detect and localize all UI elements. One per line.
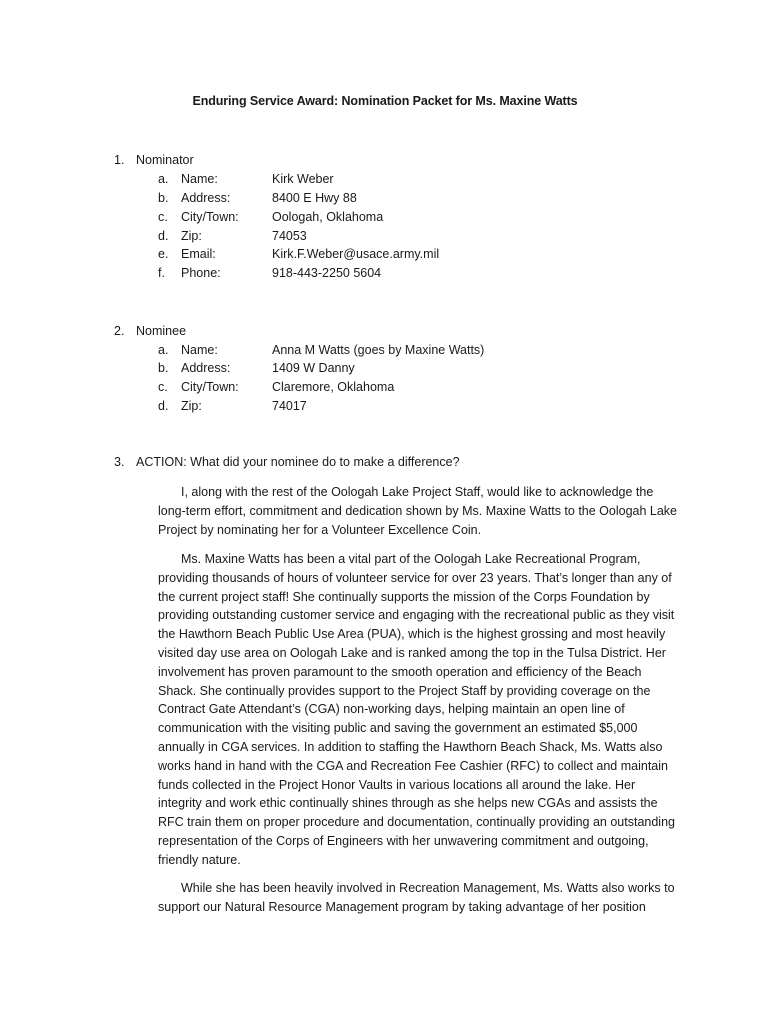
field-letter: c. <box>158 210 168 224</box>
field-value: 8400 E Hwy 88 <box>272 191 357 205</box>
field-value: 918-443-2250 5604 <box>272 266 382 280</box>
field-label: Email: <box>181 247 216 261</box>
field-value: Oologah, Oklahoma <box>272 210 384 224</box>
action-paragraph-2: Ms. Maxine Watts has been a vital part of the Oologah Lake Recreational Program, providing thousands of hours of volunteer service for over 23 years. That’s longer than any of the current project staff! She continually supports the mission of the Corps Foundation by providing outstanding customer service and engaging with the recreational public as they visit the Hawthorn Beach Public Use Area (PUA), which is the highest grossing and most heavily visited day use area on Oologah Lake and is ranked among the top in the Tulsa District. Her involvement has proven paramount to the smooth operation and efficiency of the Beach Shack. She continually provides support to the Project Staff by providing coverage on the Contract Gate Attendant’s (CGA) non-working days, helping maintain an open line of communication with the visiting public and saving the government an estimated $5,000 annually in CGA services. In addition to staffing the Hawthorn Beach Shack, Ms. Watts also works hand in hand with the CGA and Recreation Fee Cashier (RFC) to collect and maintain funds collected in the Project Honor Vaults in various locations all around the lake. Her integrity and work ethic continually shines through as she helps new CGAs and assists the RFC train them on proper procedure and documentation, continually providing an outstanding representation of the Corps of Engineers with her unwavering commitment and outgoing, friendly nature. <box>158 552 675 867</box>
field-label: Zip: <box>181 229 202 243</box>
section-heading: Nominator <box>136 153 194 167</box>
field-label: Address: <box>181 361 231 375</box>
field-label: Address: <box>181 191 231 205</box>
field-value: Kirk Weber <box>272 172 334 186</box>
action-paragraph-3: While she has been heavily involved in Recreation Management, Ms. Watts also works to support our Natural Resource Management program by taking advantage of her position <box>158 881 675 914</box>
field-label: Zip: <box>181 399 202 413</box>
document-title: Enduring Service Award: Nomination Packet for Ms. Maxine Watts <box>192 94 578 108</box>
section-number: 1. <box>114 153 125 167</box>
field-label: Phone: <box>181 266 221 280</box>
field-letter: f. <box>158 266 165 280</box>
section-number: 2. <box>114 324 125 338</box>
field-label: Name: <box>181 343 218 357</box>
field-letter: a. <box>158 172 169 186</box>
field-label: City/Town: <box>181 210 239 224</box>
section-number: 3. <box>114 455 125 469</box>
field-value: 1409 W Danny <box>272 361 355 375</box>
field-letter: a. <box>158 343 169 357</box>
field-letter: d. <box>158 399 169 413</box>
field-value: Kirk.F.Weber@usace.army.mil <box>272 247 440 261</box>
field-label: Name: <box>181 172 218 186</box>
action-paragraph-1: I, along with the rest of the Oologah Lake Project Staff, would like to acknowledge the long-term effort, commitment and dedication shown by Ms. Maxine Watts to the Oologah Lake Project by nominating her for a Volunteer Excellence Coin. <box>158 485 678 537</box>
field-value: Claremore, Oklahoma <box>272 380 395 394</box>
field-value: Anna M Watts (goes by Maxine Watts) <box>272 343 485 357</box>
field-value: 74053 <box>272 229 307 243</box>
field-letter: c. <box>158 380 168 394</box>
section-heading: ACTION: What did your nominee do to make a difference? <box>136 455 460 469</box>
field-letter: d. <box>158 229 169 243</box>
field-letter: b. <box>158 361 169 375</box>
field-letter: e. <box>158 247 169 261</box>
field-letter: b. <box>158 191 169 205</box>
field-label: City/Town: <box>181 380 239 394</box>
field-value: 74017 <box>272 399 307 413</box>
section-heading: Nominee <box>136 324 187 338</box>
